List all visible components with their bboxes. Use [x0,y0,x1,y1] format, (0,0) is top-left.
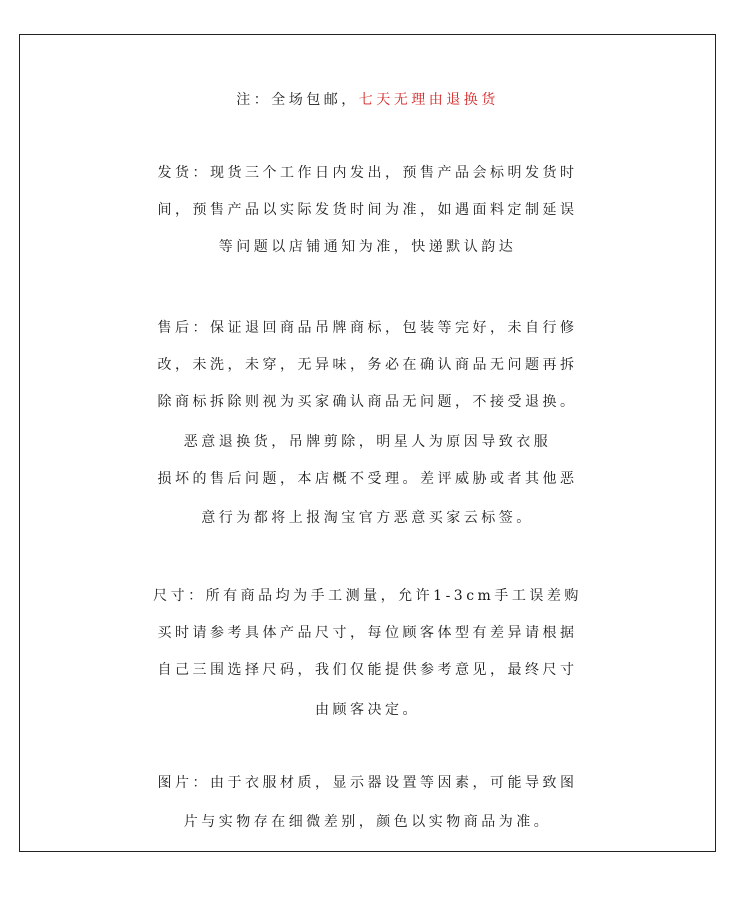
notice-frame [19,34,716,852]
images-line-1: 图片：由于衣服材质，显示器设置等因素，可能导致图 [157,775,578,791]
sizing-line-2: 买时请参考具体产品尺寸，每位顾客体型有差异请根据 [157,625,578,641]
after-sales-line-4: 恶意退换货，吊牌剪除，明星人为原因导致衣服 [183,434,552,450]
after-sales-line-1: 售后：保证退回商品吊牌商标，包装等完好，未自行修 [157,320,578,336]
sizing-line-1: 尺寸：所有商品均为手工测量，允许1-3cm手工误差购 [153,588,582,604]
shipping-line-1: 发货：现货三个工作日内发出，预售产品会标明发货时 [157,165,578,181]
notice-text: 全场包邮， [271,92,359,108]
after-sales-line-3: 除商标拆除则视为买家确认商品无问题，不接受退换。 [157,394,578,410]
sizing-line-3: 自己三围选择尺码，我们仅能提供参考意见，最终尺寸 [157,662,578,678]
after-sales-line-5: 损坏的售后问题，本店概不受理。差评威胁或者其他恶 [157,471,578,487]
sizing-line-4: 由顾客决定。 [315,702,420,718]
after-sales-line-6: 意行为都将上报淘宝官方恶意买家云标签。 [201,510,534,526]
after-sales-line-2: 改，未洗，未穿，无异味，务必在确认商品无问题再拆 [157,357,578,373]
return-policy-highlight: 七天无理由退换货 [358,92,499,108]
free-shipping-notice [20,85,715,115]
images-line-2: 片与实物存在细微差别，颜色以实物商品为准。 [183,814,552,830]
shipping-line-2: 间，预售产品以实际发货时间为准，如遇面料定制延误 [157,202,578,218]
notice-label: 注： [236,92,272,108]
shipping-line-3: 等问题以店铺通知为准，快递默认韵达 [218,239,517,255]
